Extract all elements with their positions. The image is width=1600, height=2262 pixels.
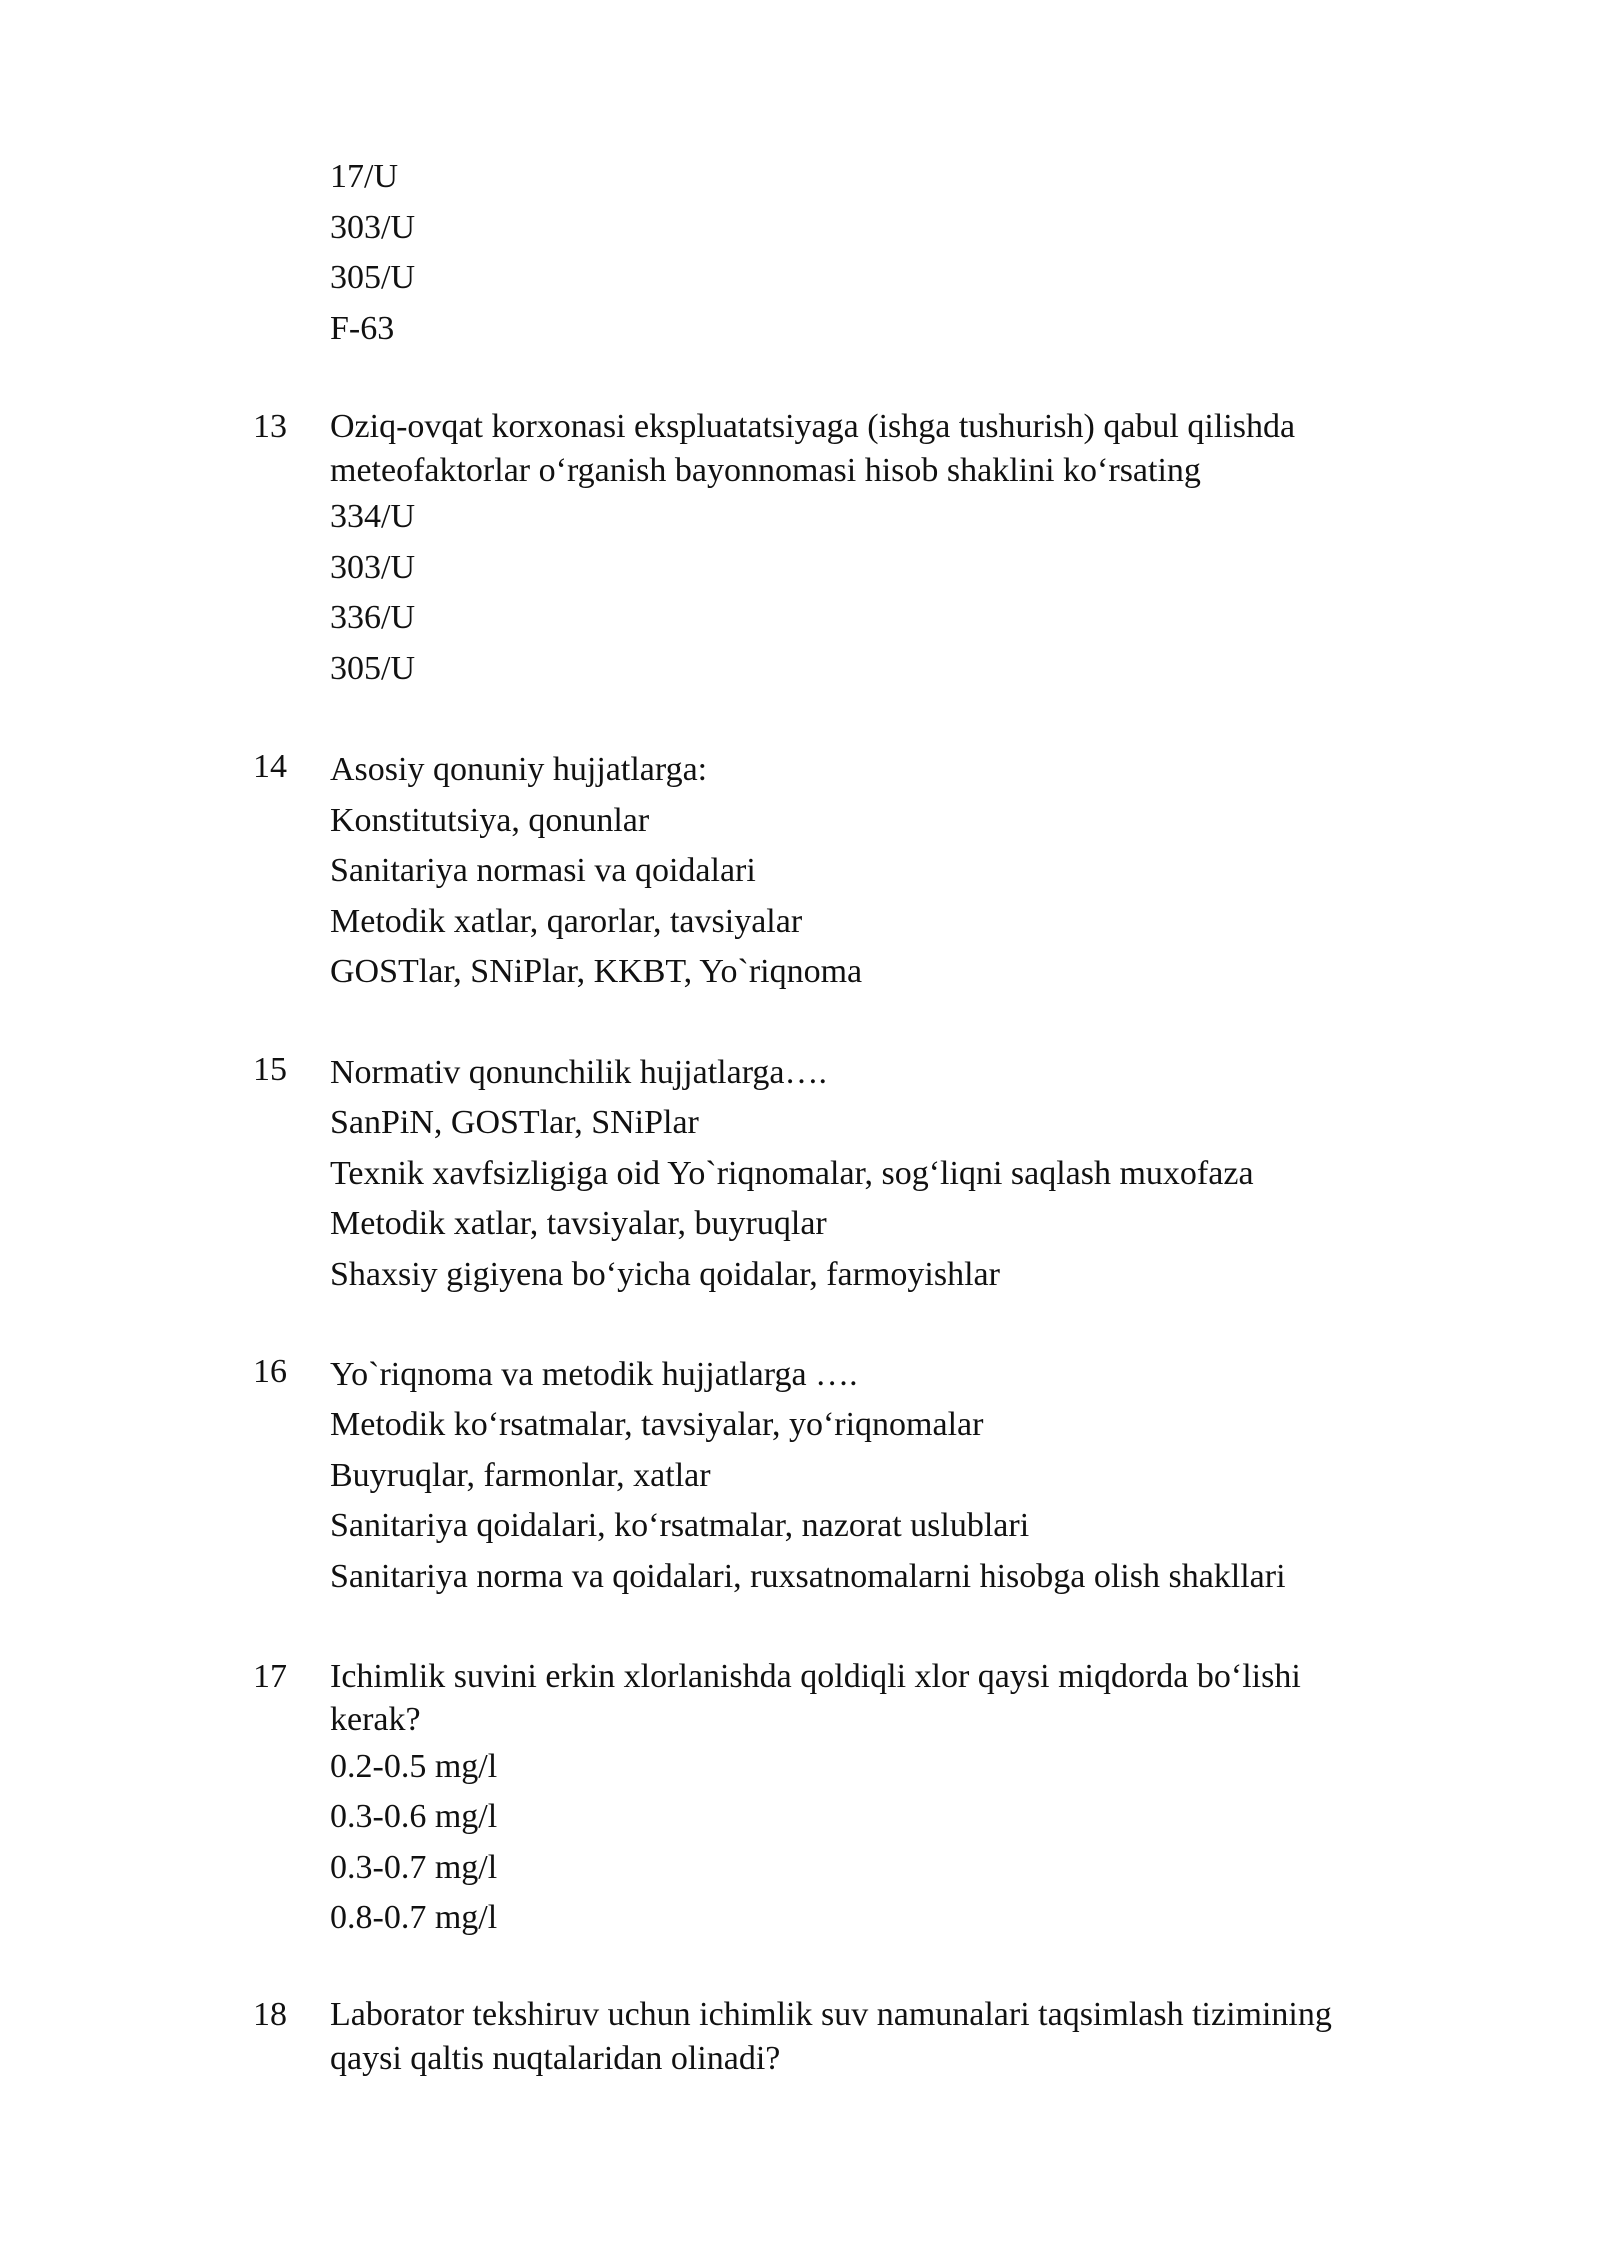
answer-option: 305/U (330, 650, 415, 687)
question-text: kerak? (330, 1701, 421, 1738)
question-number: 13 (253, 408, 287, 445)
answer-option: 336/U (330, 599, 415, 636)
question-text: meteofaktorlar o‘rganish bayonnomasi hisob shaklini ko‘rsating (330, 452, 1201, 489)
question-text: Laborator tekshiruv uchun ichimlik suv namunalari taqsimlash tizimining (330, 1996, 1332, 2033)
answer-option: 303/U (330, 549, 415, 586)
answer-option: 334/U (330, 498, 415, 535)
answer-option: Sanitariya qoidalari, ko‘rsatmalar, nazorat uslublari (330, 1507, 1030, 1544)
answer-option: Texnik xavfsizligiga oid Yo`riqnomalar, sog‘liqni saqlash muxofaza (330, 1155, 1254, 1192)
question-number: 18 (253, 1996, 287, 2033)
answer-option: 0.3-0.6 mg/l (330, 1798, 498, 1835)
continuation-option: F-63 (330, 310, 395, 347)
answer-option: Metodik xatlar, qarorlar, tavsiyalar (330, 903, 803, 940)
question-number: 16 (253, 1353, 287, 1390)
continuation-option: 17/U (330, 158, 398, 195)
answer-option: Sanitariya normasi va qoidalari (330, 852, 756, 889)
question-text: Ichimlik suvini erkin xlorlanishda qoldiqli xlor qaysi miqdorda bo‘lishi (330, 1658, 1301, 1695)
answer-option: 0.8-0.7 mg/l (330, 1899, 498, 1936)
question-text: Asosiy qonuniy hujjatlarga: (330, 751, 708, 788)
answer-option: 0.2-0.5 mg/l (330, 1748, 498, 1785)
answer-option: 0.3-0.7 mg/l (330, 1849, 498, 1886)
continuation-option: 305/U (330, 259, 415, 296)
answer-option: Metodik ko‘rsatmalar, tavsiyalar, yo‘riqnomalar (330, 1406, 984, 1443)
question-number: 14 (253, 748, 287, 785)
question-text: qaysi qaltis nuqtalaridan olinadi? (330, 2040, 781, 2077)
answer-option: Metodik xatlar, tavsiyalar, buyruqlar (330, 1205, 827, 1242)
answer-option: SanPiN, GOSTlar, SNiPlar (330, 1104, 699, 1141)
question-text: Normativ qonunchilik hujjatlarga…. (330, 1054, 828, 1091)
answer-option: GOSTlar, SNiPlar, KKBT, Yo`riqnoma (330, 953, 863, 990)
continuation-option: 303/U (330, 209, 415, 246)
answer-option: Sanitariya norma va qoidalari, ruxsatnomalarni hisobga olish shakllari (330, 1558, 1286, 1595)
answer-option: Shaxsiy gigiyena bo‘yicha qoidalar, farmoyishlar (330, 1256, 1000, 1293)
question-text: Yo`riqnoma va metodik hujjatlarga …. (330, 1356, 858, 1393)
question-number: 15 (253, 1051, 287, 1088)
question-number: 17 (253, 1658, 287, 1695)
answer-option: Buyruqlar, farmonlar, xatlar (330, 1457, 711, 1494)
question-text: Oziq-ovqat korxonasi ekspluatatsiyaga (ishga tushurish) qabul qilishda (330, 408, 1296, 445)
answer-option: Konstitutsiya, qonunlar (330, 802, 650, 839)
